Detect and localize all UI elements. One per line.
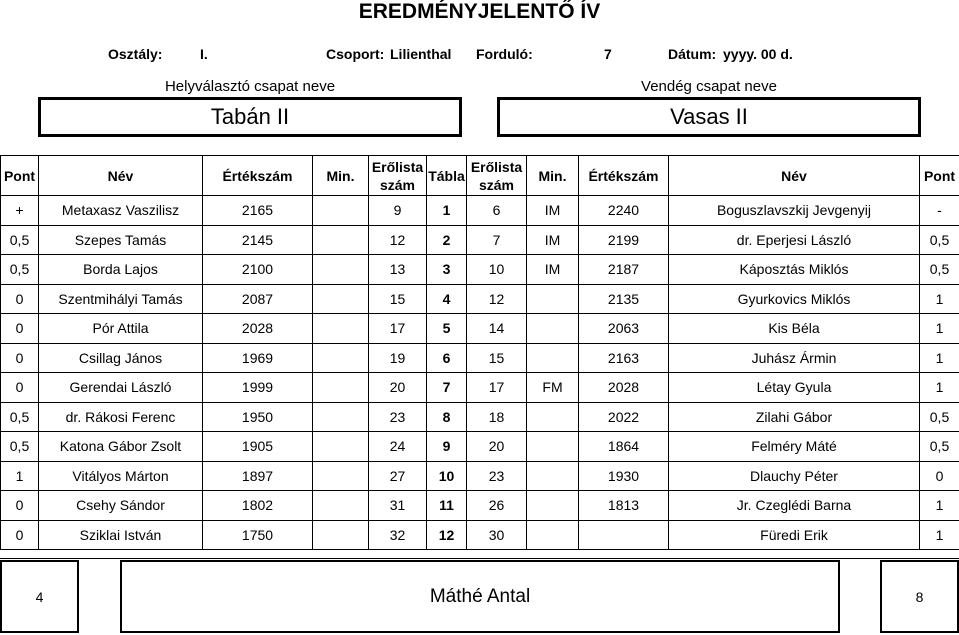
home-rank: 20: [369, 373, 427, 403]
header-erolista-away-line2: szám: [478, 176, 515, 193]
referee-name-box: Máthé Antal: [120, 560, 840, 633]
away-score: 1: [920, 284, 959, 314]
page-title: EREDMÉNYJELENTŐ ÍV: [358, 0, 601, 23]
table-row: [1, 491, 959, 521]
away-rating: 2063: [579, 314, 669, 344]
home-player-name: Szentmihályi Tamás: [39, 284, 203, 314]
home-score: 1: [1, 461, 39, 491]
header-ertekszam-away: Értékszám: [579, 156, 669, 196]
table-row: [1, 373, 959, 403]
away-player-name: Dlauchy Péter: [669, 461, 920, 491]
away-rating: 1930: [579, 461, 669, 491]
table-row: [1, 225, 959, 255]
osztaly-value: I.: [200, 46, 208, 62]
home-score: 0,5: [1, 432, 39, 462]
away-rating: 2028: [579, 373, 669, 403]
datum-value: yyyy. 00 d.: [723, 46, 793, 62]
home-total-box: 4: [0, 560, 79, 633]
home-rank: 23: [369, 402, 427, 432]
home-rating: 1950: [203, 402, 313, 432]
board-number: 11: [427, 491, 467, 521]
results-table: [0, 155, 959, 550]
away-rating: [579, 520, 669, 550]
home-title: [313, 343, 369, 373]
away-rating: 2135: [579, 284, 669, 314]
away-player-name: Káposztás Miklós: [669, 255, 920, 285]
fordulo-value: 7: [604, 46, 612, 62]
away-title: IM: [527, 225, 579, 255]
home-title: [313, 520, 369, 550]
header-pont-home: Pont: [1, 156, 39, 196]
away-rating: 1813: [579, 491, 669, 521]
board-number: 1: [427, 196, 467, 226]
away-player-name: dr. Eperjesi László: [669, 225, 920, 255]
header-pont-away: Pont: [920, 156, 959, 196]
away-title: [527, 343, 579, 373]
away-score: 1: [920, 314, 959, 344]
away-rating: 2187: [579, 255, 669, 285]
header-min-home: Min.: [313, 156, 369, 196]
home-rating: 1897: [203, 461, 313, 491]
home-team-label: Helyválasztó csapat neve: [164, 78, 336, 95]
header-min-away: Min.: [527, 156, 579, 196]
home-player-name: Katona Gábor Zsolt: [39, 432, 203, 462]
datum-label: Dátum:: [668, 46, 717, 62]
away-score: 0,5: [920, 225, 959, 255]
home-rank: 15: [369, 284, 427, 314]
home-rank: 24: [369, 432, 427, 462]
away-rank: 26: [467, 491, 527, 521]
away-score: -: [920, 196, 959, 226]
home-rating: 2028: [203, 314, 313, 344]
away-title: [527, 491, 579, 521]
home-score: 0: [1, 373, 39, 403]
csoport-label: Csoport:: [326, 46, 385, 62]
away-rating: 2240: [579, 196, 669, 226]
home-title: [313, 196, 369, 226]
home-team-name: Tabán II: [38, 97, 462, 137]
home-title: [313, 373, 369, 403]
home-score: 0: [1, 491, 39, 521]
away-team-name: Vasas II: [497, 97, 921, 137]
away-title: IM: [527, 255, 579, 285]
board-number: 9: [427, 432, 467, 462]
away-title: [527, 284, 579, 314]
home-rating: 2100: [203, 255, 313, 285]
header-erolista-home-line1: Erőlista: [371, 158, 424, 175]
table-row: [1, 461, 959, 491]
header-nev-away: Név: [669, 156, 920, 196]
home-title: [313, 284, 369, 314]
table-row: [1, 314, 959, 344]
home-score: 0,5: [1, 402, 39, 432]
away-rating: 2199: [579, 225, 669, 255]
away-score: 0,5: [920, 402, 959, 432]
home-rating: 1999: [203, 373, 313, 403]
header-tabla: Tábla: [427, 156, 467, 196]
home-score: 0: [1, 314, 39, 344]
table-row: [1, 284, 959, 314]
home-score: 0: [1, 343, 39, 373]
home-player-name: dr. Rákosi Ferenc: [39, 402, 203, 432]
home-score: 0,5: [1, 225, 39, 255]
home-player-name: Csillag János: [39, 343, 203, 373]
away-rating: 2022: [579, 402, 669, 432]
board-number: 7: [427, 373, 467, 403]
home-rating: 1750: [203, 520, 313, 550]
table-row: [1, 255, 959, 285]
table-row: [1, 520, 959, 550]
away-rank: 14: [467, 314, 527, 344]
home-title: [313, 402, 369, 432]
home-rank: 31: [369, 491, 427, 521]
away-player-name: Felméry Máté: [669, 432, 920, 462]
table-row: [1, 343, 959, 373]
away-player-name: Juhász Ármin: [669, 343, 920, 373]
away-rank: 15: [467, 343, 527, 373]
table-row: [1, 432, 959, 462]
home-player-name: Pór Attila: [39, 314, 203, 344]
away-score: 1: [920, 343, 959, 373]
away-rank: 23: [467, 461, 527, 491]
home-title: [313, 461, 369, 491]
away-player-name: Létay Gyula: [669, 373, 920, 403]
csoport-value: Lilienthal: [390, 46, 452, 62]
home-rank: 12: [369, 225, 427, 255]
away-rank: 20: [467, 432, 527, 462]
away-score: 0: [920, 461, 959, 491]
away-score: 0,5: [920, 255, 959, 285]
home-score: +: [1, 196, 39, 226]
board-number: 5: [427, 314, 467, 344]
header-ertekszam-home: Értékszám: [203, 156, 313, 196]
board-number: 3: [427, 255, 467, 285]
away-score: 1: [920, 520, 959, 550]
home-rank: 32: [369, 520, 427, 550]
home-player-name: Gerendai László: [39, 373, 203, 403]
home-title: [313, 255, 369, 285]
osztaly-label: Osztály:: [108, 46, 163, 62]
away-title: [527, 402, 579, 432]
home-rank: 17: [369, 314, 427, 344]
away-title: IM: [527, 196, 579, 226]
away-title: [527, 432, 579, 462]
board-number: 10: [427, 461, 467, 491]
board-number: 2: [427, 225, 467, 255]
away-rank: 7: [467, 225, 527, 255]
away-player-name: Kis Béla: [669, 314, 920, 344]
fordulo-label: Forduló:: [476, 46, 533, 62]
away-player-name: Zilahi Gábor: [669, 402, 920, 432]
home-rating: 2145: [203, 225, 313, 255]
home-score: 0: [1, 520, 39, 550]
home-rating: 1802: [203, 491, 313, 521]
home-title: [313, 491, 369, 521]
away-title: [527, 520, 579, 550]
away-total-box: 8: [880, 560, 959, 633]
board-number: 12: [427, 520, 467, 550]
home-title: [313, 225, 369, 255]
board-number: 4: [427, 284, 467, 314]
header-erolista-away-line1: Erőlista: [470, 158, 523, 175]
home-rating: 2165: [203, 196, 313, 226]
home-rating: 1969: [203, 343, 313, 373]
away-player-name: Füredi Erik: [669, 520, 920, 550]
away-team-label: Vendég csapat neve: [641, 78, 777, 95]
home-rank: 9: [369, 196, 427, 226]
away-rating: 2163: [579, 343, 669, 373]
home-rank: 19: [369, 343, 427, 373]
home-rank: 13: [369, 255, 427, 285]
home-score: 0,5: [1, 255, 39, 285]
away-rank: 18: [467, 402, 527, 432]
home-player-name: Borda Lajos: [39, 255, 203, 285]
home-rating: 2087: [203, 284, 313, 314]
away-score: 0,5: [920, 432, 959, 462]
away-score: 1: [920, 491, 959, 521]
home-player-name: Vitályos Márton: [39, 461, 203, 491]
away-score: 1: [920, 373, 959, 403]
away-rank: 10: [467, 255, 527, 285]
home-title: [313, 432, 369, 462]
away-player-name: Jr. Czeglédi Barna: [669, 491, 920, 521]
table-row: [1, 402, 959, 432]
away-rating: 1864: [579, 432, 669, 462]
away-rank: 12: [467, 284, 527, 314]
header-erolista-home: [369, 156, 427, 196]
table-row: [1, 196, 959, 226]
board-number: 8: [427, 402, 467, 432]
board-number: 6: [427, 343, 467, 373]
away-rank: 6: [467, 196, 527, 226]
home-title: [313, 314, 369, 344]
away-rank: 17: [467, 373, 527, 403]
home-rank: 27: [369, 461, 427, 491]
home-rating: 1905: [203, 432, 313, 462]
away-title: FM: [527, 373, 579, 403]
home-player-name: Metaxasz Vaszilisz: [39, 196, 203, 226]
away-rank: 30: [467, 520, 527, 550]
home-player-name: Csehy Sándor: [39, 491, 203, 521]
header-erolista-away: [467, 156, 527, 196]
away-title: [527, 314, 579, 344]
header-erolista-home-line2: szám: [379, 176, 416, 193]
home-score: 0: [1, 284, 39, 314]
home-player-name: Szepes Tamás: [39, 225, 203, 255]
header-row: [1, 156, 959, 196]
away-title: [527, 461, 579, 491]
home-player-name: Sziklai István: [39, 520, 203, 550]
header-nev-home: Név: [39, 156, 203, 196]
away-player-name: Gyurkovics Miklós: [669, 284, 920, 314]
away-player-name: Boguszlavszkij Jevgenyij: [669, 196, 920, 226]
